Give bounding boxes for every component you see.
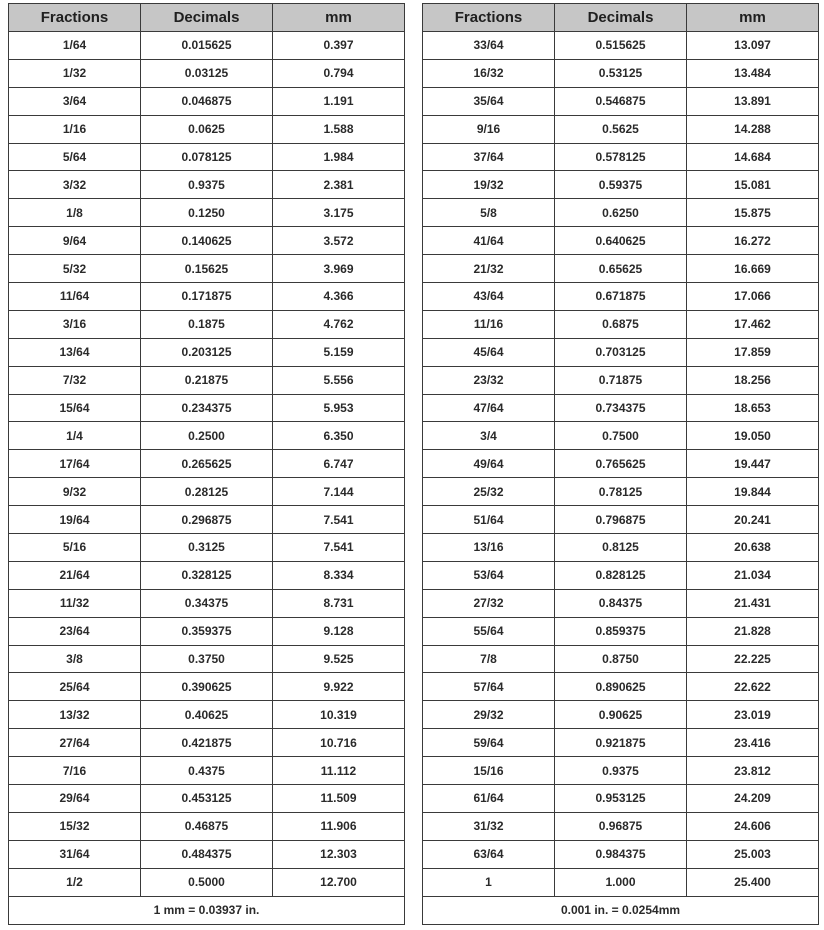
header-row (423, 4, 819, 32)
table-row (423, 115, 819, 143)
mm-cell: 10.716 (273, 729, 405, 757)
mm-cell: 9.128 (273, 617, 405, 645)
table-row (9, 701, 405, 729)
mm-cell: 0.397 (273, 32, 405, 60)
mm-cell: 1.588 (273, 115, 405, 143)
table-row (423, 785, 819, 813)
decimal-cell: 0.828125 (555, 561, 687, 589)
fraction-cell: 9/64 (9, 227, 141, 255)
fraction-cell: 33/64 (423, 32, 555, 60)
fraction-cell: 5/16 (9, 534, 141, 562)
table-row (9, 673, 405, 701)
decimal-cell: 1.000 (555, 868, 687, 896)
table-row (9, 589, 405, 617)
decimal-cell: 0.84375 (555, 589, 687, 617)
table-row (9, 338, 405, 366)
table-row (9, 561, 405, 589)
decimal-cell: 0.546875 (555, 87, 687, 115)
decimal-cell: 0.453125 (141, 785, 273, 813)
table-row (423, 143, 819, 171)
mm-cell: 8.334 (273, 561, 405, 589)
mm-cell: 7.144 (273, 478, 405, 506)
mm-cell: 4.762 (273, 310, 405, 338)
fraction-cell: 1 (423, 868, 555, 896)
right-conversion-table (422, 3, 819, 925)
mm-cell: 16.272 (687, 227, 819, 255)
table-row (423, 87, 819, 115)
mm-cell: 1.984 (273, 143, 405, 171)
fraction-cell: 5/8 (423, 199, 555, 227)
decimal-cell: 0.671875 (555, 283, 687, 311)
table-row (423, 506, 819, 534)
table-row (9, 478, 405, 506)
fraction-cell: 23/64 (9, 617, 141, 645)
table-row (423, 812, 819, 840)
mm-cell: 13.484 (687, 59, 819, 87)
fraction-cell: 29/64 (9, 785, 141, 813)
fraction-cell: 23/32 (423, 366, 555, 394)
decimal-cell: 0.3750 (141, 645, 273, 673)
mm-cell: 4.366 (273, 283, 405, 311)
decimal-cell: 0.1250 (141, 199, 273, 227)
table-row (423, 645, 819, 673)
mm-cell: 21.034 (687, 561, 819, 589)
fraction-cell: 27/64 (9, 729, 141, 757)
table-row (423, 561, 819, 589)
table-row (423, 617, 819, 645)
decimal-cell: 0.3125 (141, 534, 273, 562)
fraction-cell: 59/64 (423, 729, 555, 757)
decimal-cell: 0.171875 (141, 283, 273, 311)
decimal-cell: 0.78125 (555, 478, 687, 506)
fraction-cell: 3/16 (9, 310, 141, 338)
mm-cell: 1.191 (273, 87, 405, 115)
decimal-cell: 0.5000 (141, 868, 273, 896)
mm-cell: 19.844 (687, 478, 819, 506)
decimal-cell: 0.8750 (555, 645, 687, 673)
table-row (423, 366, 819, 394)
table-row (9, 534, 405, 562)
decimal-cell: 0.640625 (555, 227, 687, 255)
fraction-cell: 5/64 (9, 143, 141, 171)
decimal-cell: 0.40625 (141, 701, 273, 729)
decimal-cell: 0.71875 (555, 366, 687, 394)
mm-cell: 19.447 (687, 450, 819, 478)
table-row (423, 422, 819, 450)
table-row (9, 812, 405, 840)
fraction-cell: 25/64 (9, 673, 141, 701)
table-row (423, 534, 819, 562)
fraction-cell: 9/16 (423, 115, 555, 143)
decimal-cell: 0.15625 (141, 255, 273, 283)
mm-cell: 11.509 (273, 785, 405, 813)
header-decimals: Decimals (555, 4, 687, 32)
fraction-cell: 37/64 (423, 143, 555, 171)
mm-cell: 18.256 (687, 366, 819, 394)
fraction-cell: 11/16 (423, 310, 555, 338)
mm-cell: 11.112 (273, 757, 405, 785)
fraction-cell: 3/8 (9, 645, 141, 673)
header-fractions: Fractions (9, 4, 141, 32)
conversion-note: 0.001 in. = 0.0254mm (423, 896, 819, 924)
decimal-cell: 0.984375 (555, 840, 687, 868)
fraction-cell: 1/64 (9, 32, 141, 60)
mm-cell: 6.747 (273, 450, 405, 478)
fraction-cell: 15/16 (423, 757, 555, 785)
fraction-cell: 13/64 (9, 338, 141, 366)
decimal-cell: 0.203125 (141, 338, 273, 366)
mm-cell: 5.159 (273, 338, 405, 366)
header-mm: mm (273, 4, 405, 32)
table-row (9, 283, 405, 311)
fraction-cell: 55/64 (423, 617, 555, 645)
table-row (423, 589, 819, 617)
mm-cell: 12.700 (273, 868, 405, 896)
fraction-cell: 13/16 (423, 534, 555, 562)
fraction-cell: 21/64 (9, 561, 141, 589)
table-row (423, 394, 819, 422)
table-row (9, 143, 405, 171)
mm-cell: 10.319 (273, 701, 405, 729)
fraction-cell: 3/4 (423, 422, 555, 450)
mm-cell: 7.541 (273, 534, 405, 562)
decimal-cell: 0.046875 (141, 87, 273, 115)
fraction-cell: 1/4 (9, 422, 141, 450)
fraction-cell: 16/32 (423, 59, 555, 87)
fractions-table-left (8, 3, 405, 925)
fraction-cell: 63/64 (423, 840, 555, 868)
fraction-cell: 1/8 (9, 199, 141, 227)
mm-cell: 19.050 (687, 422, 819, 450)
fraction-cell: 11/64 (9, 283, 141, 311)
table-row (423, 450, 819, 478)
table-row (9, 310, 405, 338)
decimal-cell: 0.359375 (141, 617, 273, 645)
fraction-cell: 19/32 (423, 171, 555, 199)
fraction-cell: 9/32 (9, 478, 141, 506)
mm-cell: 25.400 (687, 868, 819, 896)
table-row (9, 617, 405, 645)
fraction-cell: 49/64 (423, 450, 555, 478)
decimal-cell: 0.953125 (555, 785, 687, 813)
fraction-cell: 45/64 (423, 338, 555, 366)
table-row (423, 283, 819, 311)
fraction-cell: 5/32 (9, 255, 141, 283)
mm-cell: 8.731 (273, 589, 405, 617)
decimal-cell: 0.765625 (555, 450, 687, 478)
decimal-cell: 0.484375 (141, 840, 273, 868)
mm-cell: 14.684 (687, 143, 819, 171)
fraction-cell: 25/32 (423, 478, 555, 506)
table-row (9, 366, 405, 394)
table-row (423, 338, 819, 366)
table-row (423, 757, 819, 785)
mm-cell: 14.288 (687, 115, 819, 143)
decimal-cell: 0.6250 (555, 199, 687, 227)
mm-cell: 5.953 (273, 394, 405, 422)
mm-cell: 3.969 (273, 255, 405, 283)
fraction-cell: 1/2 (9, 868, 141, 896)
table-row (9, 87, 405, 115)
fraction-cell: 31/32 (423, 812, 555, 840)
mm-cell: 22.622 (687, 673, 819, 701)
mm-cell: 17.462 (687, 310, 819, 338)
decimal-cell: 0.734375 (555, 394, 687, 422)
fraction-cell: 47/64 (423, 394, 555, 422)
table-row (9, 422, 405, 450)
table-row (423, 840, 819, 868)
mm-cell: 5.556 (273, 366, 405, 394)
fraction-cell: 3/32 (9, 171, 141, 199)
table-row (423, 729, 819, 757)
fraction-cell: 7/16 (9, 757, 141, 785)
conversion-note: 1 mm = 0.03937 in. (9, 896, 405, 924)
fraction-cell: 51/64 (423, 506, 555, 534)
table-row (9, 785, 405, 813)
mm-cell: 20.241 (687, 506, 819, 534)
decimal-cell: 0.28125 (141, 478, 273, 506)
decimal-cell: 0.515625 (555, 32, 687, 60)
mm-cell: 17.066 (687, 283, 819, 311)
left-conversion-table (8, 3, 405, 925)
header-decimals: Decimals (141, 4, 273, 32)
decimal-cell: 0.140625 (141, 227, 273, 255)
table-row (423, 868, 819, 896)
fraction-cell: 21/32 (423, 255, 555, 283)
header-mm: mm (687, 4, 819, 32)
mm-cell: 23.019 (687, 701, 819, 729)
mm-cell: 13.097 (687, 32, 819, 60)
decimal-cell: 0.65625 (555, 255, 687, 283)
mm-cell: 23.416 (687, 729, 819, 757)
mm-cell: 21.431 (687, 589, 819, 617)
mm-cell: 20.638 (687, 534, 819, 562)
table-row (9, 394, 405, 422)
table-row (9, 199, 405, 227)
fraction-cell: 31/64 (9, 840, 141, 868)
mm-cell: 13.891 (687, 87, 819, 115)
mm-cell: 12.303 (273, 840, 405, 868)
decimal-cell: 0.015625 (141, 32, 273, 60)
table-row (423, 673, 819, 701)
table-row (9, 115, 405, 143)
decimal-cell: 0.21875 (141, 366, 273, 394)
fraction-cell: 35/64 (423, 87, 555, 115)
decimal-cell: 0.96875 (555, 812, 687, 840)
decimal-cell: 0.53125 (555, 59, 687, 87)
mm-cell: 15.875 (687, 199, 819, 227)
fraction-cell: 17/64 (9, 450, 141, 478)
decimal-cell: 0.578125 (555, 143, 687, 171)
table-row (9, 227, 405, 255)
decimal-cell: 0.59375 (555, 171, 687, 199)
decimal-cell: 0.296875 (141, 506, 273, 534)
table-row (9, 450, 405, 478)
decimal-cell: 0.46875 (141, 812, 273, 840)
table-row (423, 171, 819, 199)
fraction-cell: 19/64 (9, 506, 141, 534)
fraction-cell: 7/32 (9, 366, 141, 394)
mm-cell: 11.906 (273, 812, 405, 840)
mm-cell: 17.859 (687, 338, 819, 366)
table-row (9, 868, 405, 896)
fraction-cell: 15/64 (9, 394, 141, 422)
fraction-cell: 7/8 (423, 645, 555, 673)
table-row (9, 645, 405, 673)
decimal-cell: 0.234375 (141, 394, 273, 422)
mm-cell: 24.606 (687, 812, 819, 840)
table-row (423, 701, 819, 729)
decimal-cell: 0.421875 (141, 729, 273, 757)
mm-cell: 9.525 (273, 645, 405, 673)
table-row (423, 199, 819, 227)
decimal-cell: 0.265625 (141, 450, 273, 478)
decimal-cell: 0.796875 (555, 506, 687, 534)
decimal-cell: 0.390625 (141, 673, 273, 701)
mm-cell: 6.350 (273, 422, 405, 450)
table-row (423, 32, 819, 60)
decimal-cell: 0.921875 (555, 729, 687, 757)
fraction-cell: 53/64 (423, 561, 555, 589)
mm-cell: 9.922 (273, 673, 405, 701)
table-row (9, 171, 405, 199)
decimal-cell: 0.90625 (555, 701, 687, 729)
decimal-cell: 0.5625 (555, 115, 687, 143)
mm-cell: 21.828 (687, 617, 819, 645)
decimal-cell: 0.8125 (555, 534, 687, 562)
footer-row (423, 896, 819, 924)
decimal-cell: 0.703125 (555, 338, 687, 366)
footer-row (9, 896, 405, 924)
fraction-cell: 41/64 (423, 227, 555, 255)
mm-cell: 22.225 (687, 645, 819, 673)
fractions-table-right (422, 3, 819, 925)
decimal-cell: 0.078125 (141, 143, 273, 171)
fraction-cell: 1/16 (9, 115, 141, 143)
fraction-cell: 3/64 (9, 87, 141, 115)
mm-cell: 3.572 (273, 227, 405, 255)
table-row (423, 59, 819, 87)
mm-cell: 25.003 (687, 840, 819, 868)
fraction-cell: 43/64 (423, 283, 555, 311)
decimal-cell: 0.03125 (141, 59, 273, 87)
decimal-cell: 0.7500 (555, 422, 687, 450)
header-row (9, 4, 405, 32)
table-row (9, 59, 405, 87)
table-row (9, 757, 405, 785)
mm-cell: 18.653 (687, 394, 819, 422)
mm-cell: 23.812 (687, 757, 819, 785)
decimal-cell: 0.34375 (141, 589, 273, 617)
decimal-cell: 0.859375 (555, 617, 687, 645)
decimal-cell: 0.9375 (141, 171, 273, 199)
table-row (9, 840, 405, 868)
table-row (9, 729, 405, 757)
table-row (9, 32, 405, 60)
fraction-cell: 1/32 (9, 59, 141, 87)
decimal-cell: 0.0625 (141, 115, 273, 143)
table-row (423, 478, 819, 506)
mm-cell: 7.541 (273, 506, 405, 534)
decimal-cell: 0.890625 (555, 673, 687, 701)
table-row (423, 310, 819, 338)
mm-cell: 2.381 (273, 171, 405, 199)
mm-cell: 3.175 (273, 199, 405, 227)
fraction-cell: 11/32 (9, 589, 141, 617)
table-row (423, 255, 819, 283)
decimal-cell: 0.1875 (141, 310, 273, 338)
fraction-cell: 57/64 (423, 673, 555, 701)
decimal-cell: 0.328125 (141, 561, 273, 589)
decimal-cell: 0.9375 (555, 757, 687, 785)
fraction-cell: 29/32 (423, 701, 555, 729)
decimal-cell: 0.6875 (555, 310, 687, 338)
table-row (423, 227, 819, 255)
decimal-cell: 0.4375 (141, 757, 273, 785)
table-row (9, 506, 405, 534)
mm-cell: 15.081 (687, 171, 819, 199)
fraction-cell: 27/32 (423, 589, 555, 617)
fraction-cell: 15/32 (9, 812, 141, 840)
mm-cell: 24.209 (687, 785, 819, 813)
mm-cell: 16.669 (687, 255, 819, 283)
fraction-cell: 13/32 (9, 701, 141, 729)
decimal-cell: 0.2500 (141, 422, 273, 450)
fraction-cell: 61/64 (423, 785, 555, 813)
mm-cell: 0.794 (273, 59, 405, 87)
header-fractions: Fractions (423, 4, 555, 32)
table-row (9, 255, 405, 283)
